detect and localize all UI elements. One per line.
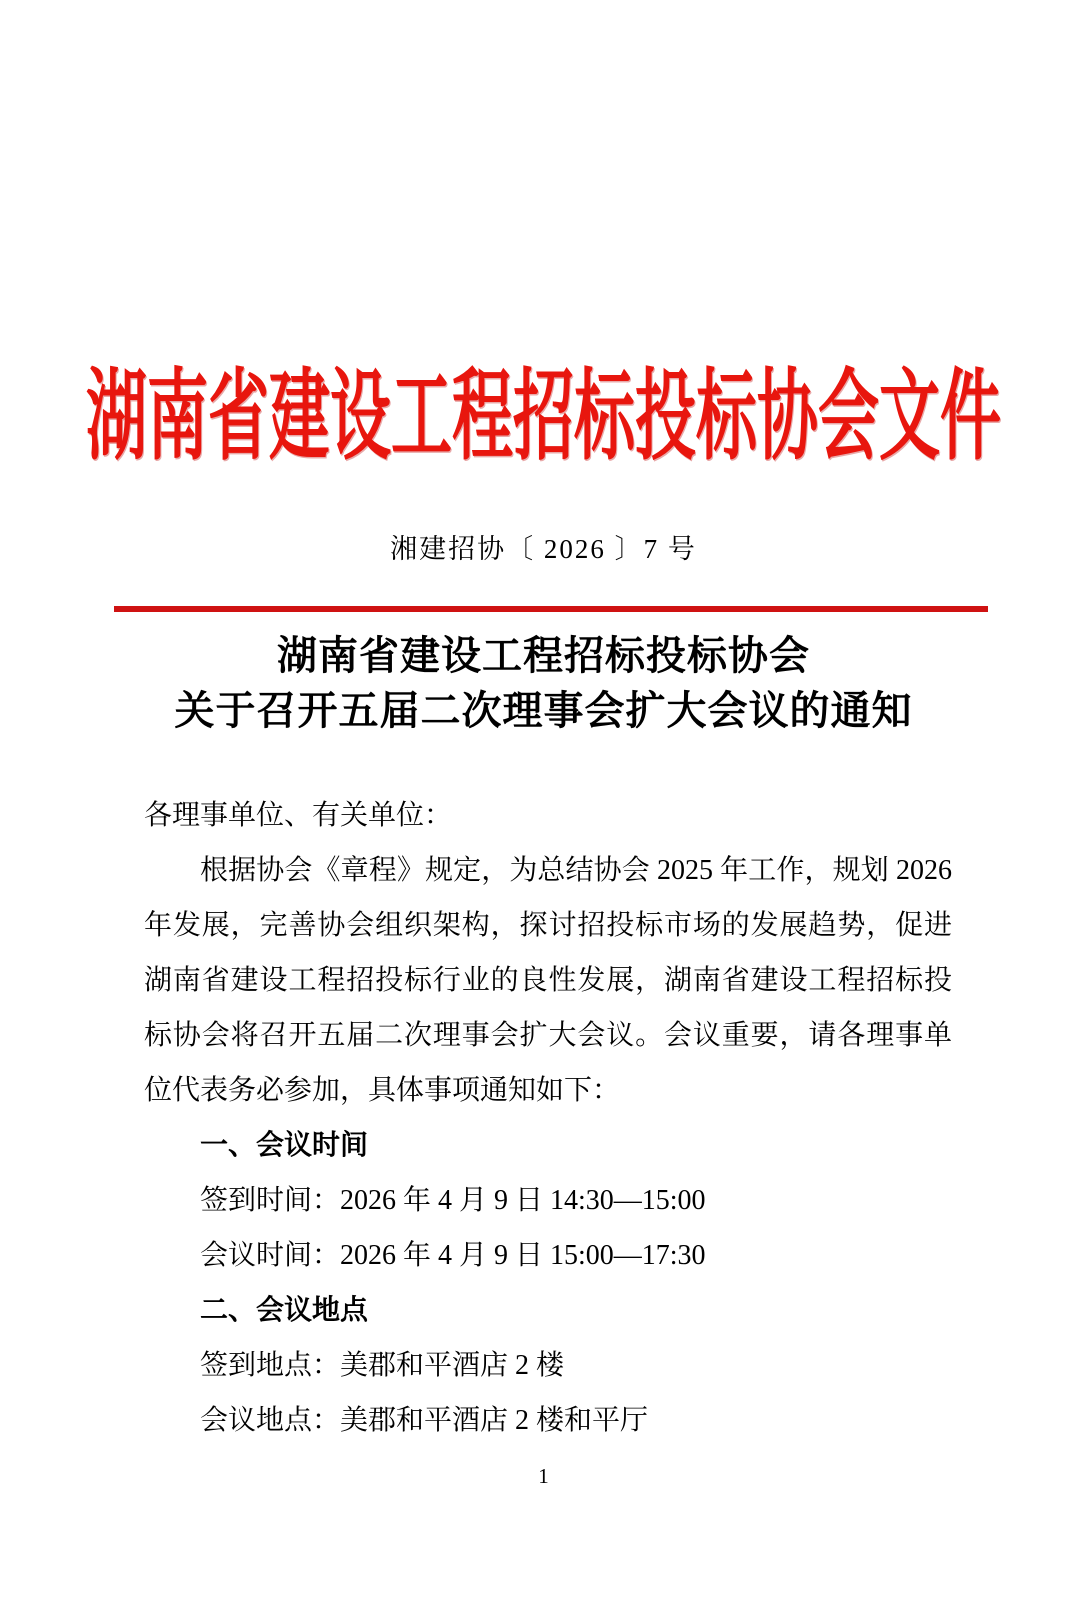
letterhead-banner: [0, 350, 1087, 472]
section-2-item-meeting-place: 会议地点：美郡和平酒店 2 楼和平厅: [200, 1405, 649, 1436]
section-1-heading: 一、会议时间: [200, 1130, 369, 1161]
document-title-line2: 关于召开五届二次理事会扩大会议的通知: [174, 688, 913, 733]
section-1-item-meeting-time: 会议时间：2026 年 4 月 9 日 15:00—17:30: [200, 1240, 706, 1271]
document-title-line1: 湖南省建设工程招标投标协会: [277, 633, 810, 678]
red-divider-line: [114, 606, 988, 612]
page-number: 1: [538, 1464, 549, 1488]
document-title: [0, 628, 1087, 738]
document-body: [144, 788, 952, 1448]
section-1-item-signin-time: 签到时间：2026 年 4 月 9 日 14:30—15:00: [200, 1185, 706, 1216]
section-2-heading: 二、会议地点: [200, 1295, 369, 1326]
letterhead-org-title: 湖南省建设工程招标投标协会文件: [85, 363, 1001, 472]
salutation-line: 各理事单位、有关单位：: [144, 800, 453, 831]
section-2-item-signin-place: 签到地点：美郡和平酒店 2 楼: [200, 1350, 565, 1381]
intro-paragraph: 根据协会《章程》规定，为总结协会 2025 年工作，规划 2026 年发展，完善协会组织架构，探讨招投标市场的发展趋势，促进湖南省建设工程招投标行业的良性发展，湖南省建设工程招标投标协会将召开五届二次理事会扩大会议。会议重要，请各理事单位代表务必参加，具体事项通知如下：: [144, 855, 952, 1106]
document-number: 湘建招协〔 2026 〕7 号: [390, 534, 697, 564]
